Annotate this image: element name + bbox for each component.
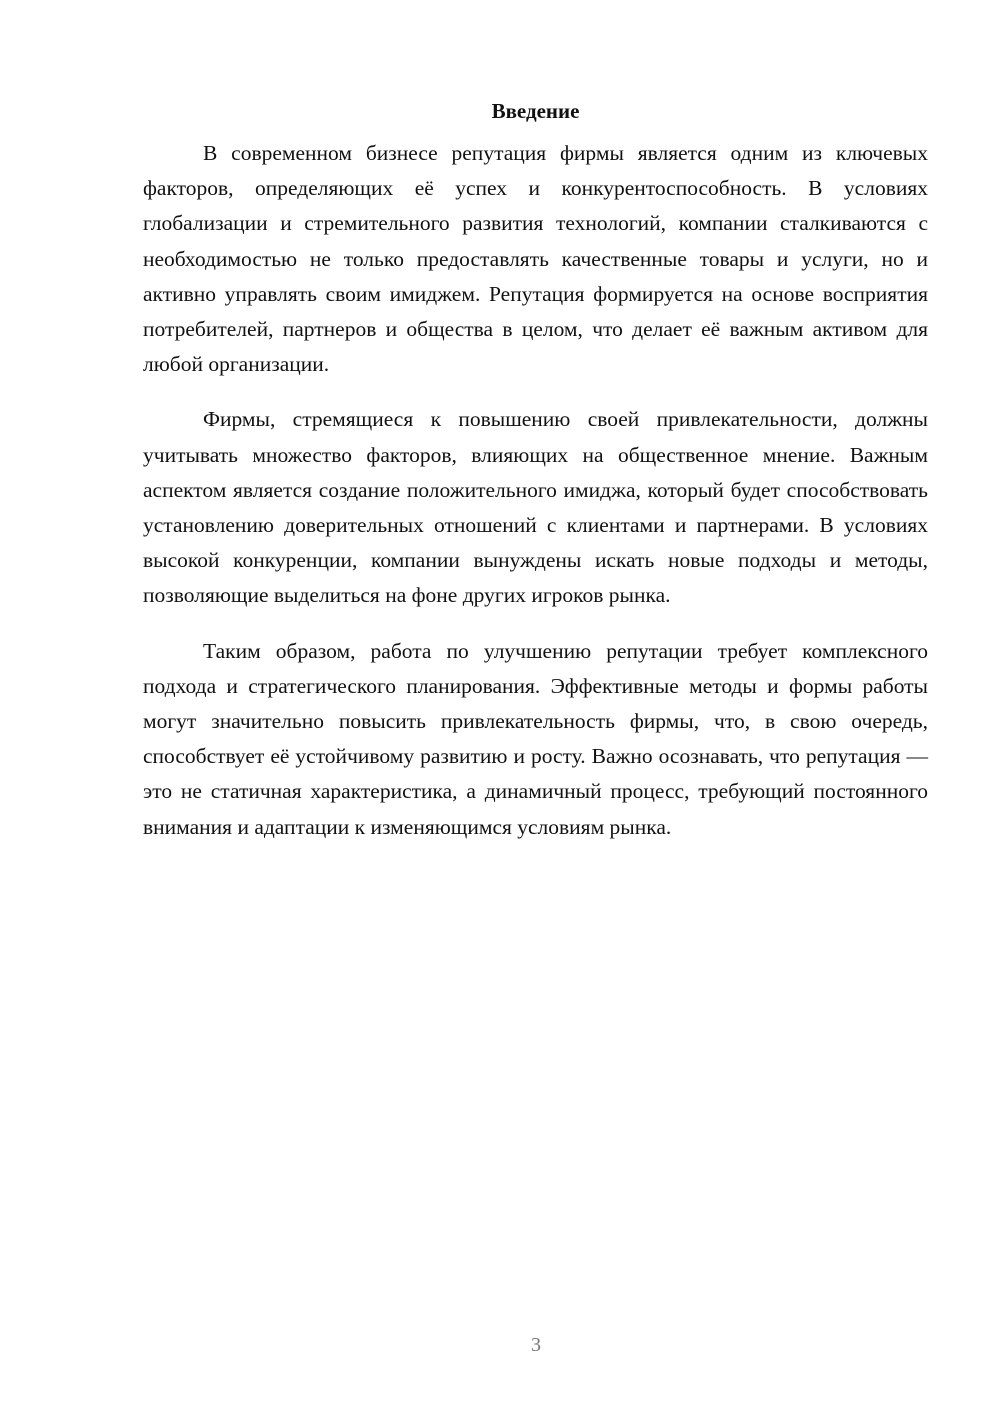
paragraph-1: В современном бизнесе репутация фирмы является одним из ключевых факторов, определяющих её успех и конкурентоспособность. В условиях глобализации и стремительного развития технологий, компании сталкиваются с необходимостью не только предоставлять качественные товары и услуги, но и активно управлять своим имиджем. Репутация формируется на основе восприятия потребителей, партнеров и общества в целом, что делает её важным активом для любой организации.: [143, 141, 928, 377]
paragraph-3: Таким образом, работа по улучшению репутации требует комплексного подхода и стратегического планирования. Эффективные методы и формы работы могут значительно повысить привлекательность фирмы, что, в свою очередь, способствует её устойчивому развитию и росту. Важно осознавать, что репутация — это не статичная характеристика, а динамичный процесс, требующий постоянного внимания и адаптации к изменяющимся условиям рынка.: [143, 638, 928, 839]
section-title: Введение: [491, 99, 580, 123]
page-content: [143, 96, 928, 865]
page-number: 3: [531, 1334, 541, 1356]
paragraph-2: Фирмы, стремящиеся к повышению своей привлекательности, должны учитывать множество факторов, влияющих на общественное мнение. Важным аспектом является создание положительного имиджа, который будет способствовать установлению доверительных отношений с клиентами и партнерами. В условиях высокой конкуренции, компании вынуждены искать новые подходы и методы, позволяющие выделиться на фоне других игроков рынка.: [143, 407, 928, 608]
